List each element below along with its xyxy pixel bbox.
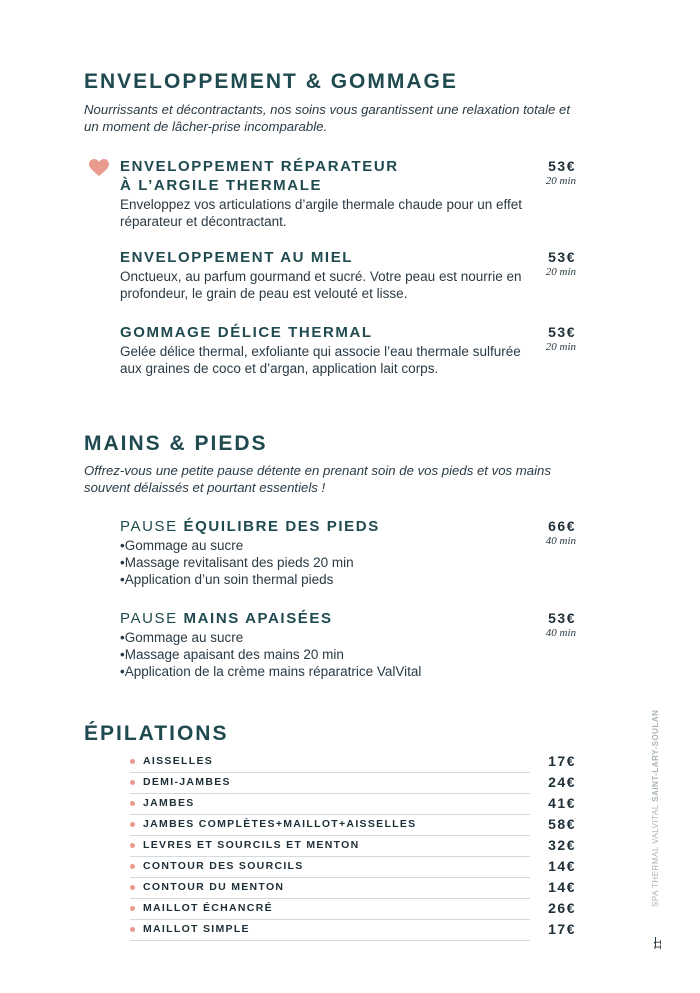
bullet-item: • Massage apaisant des mains 20 min xyxy=(120,646,576,663)
epilation-row xyxy=(130,857,576,878)
page-number: 11 xyxy=(653,939,664,950)
epilation-label: MAILLOT ÉCHANCRÉ xyxy=(143,902,273,914)
service-duration: 40 min xyxy=(545,535,576,547)
bullet-dot-icon xyxy=(130,885,135,890)
bullet-dot-icon xyxy=(130,864,135,869)
epilation-price: 17€ xyxy=(548,921,576,937)
epilation-label: DEMI-JAMBES xyxy=(143,776,231,788)
service-duration: 20 min xyxy=(545,266,576,278)
price-block xyxy=(546,157,576,187)
epilation-price: 14€ xyxy=(548,879,576,895)
bullet-dot-icon xyxy=(130,927,135,932)
section-intro-envelopment: Nourrissants et décontractants, nos soins vous garantissent une relaxation totale et un moment de lâcher-prise incomparable. xyxy=(84,102,571,134)
epilation-price: 14€ xyxy=(548,858,576,874)
epilation-label: CONTOUR DES SOURCILS xyxy=(143,860,304,872)
side-footer-light: SPA THERMAL VALVITAL xyxy=(651,801,660,907)
epilation-label: LEVRES ET SOURCILS ET MENTON xyxy=(143,839,360,851)
bullet-item: • Massage revitalisant des pieds 20 min xyxy=(120,554,576,571)
epilation-row xyxy=(130,836,576,857)
epilation-label: AISSELLES xyxy=(143,755,214,767)
bullet-item: • Gommage au sucre xyxy=(120,629,576,646)
service-item xyxy=(120,517,576,588)
epilation-price: 17€ xyxy=(548,753,576,769)
service-title xyxy=(120,157,520,195)
epilation-price: 24€ xyxy=(548,774,576,790)
bullet-dot-icon xyxy=(130,906,135,911)
service-price: 66€ xyxy=(548,518,576,534)
bullet-item: • Application de la crème mains réparatrice ValVital xyxy=(120,663,576,680)
service-title-main: ÉQUILIBRE DES PIEDS xyxy=(183,518,380,535)
service-duration: 20 min xyxy=(545,341,576,353)
service-title: GOMMAGE DÉLICE THERMAL xyxy=(120,324,373,341)
service-description: Gelée délice thermal, exfoliante qui associe l’eau thermale sulfurée aux graines de coco et d’argan, application lait corps. xyxy=(120,344,521,376)
service-description: Enveloppez vos articulations d’argile thermale chaude pour un effet réparateur et décontractant. xyxy=(120,197,523,229)
bullet-item: • Gommage au sucre xyxy=(120,537,576,554)
service-title-line2: À L’ARGILE THERMALE xyxy=(120,177,323,194)
service-title-prefix: PAUSE xyxy=(120,610,178,627)
price-block xyxy=(546,248,576,278)
epilation-row xyxy=(130,773,576,794)
epilation-row xyxy=(130,899,576,920)
service-title xyxy=(120,517,520,536)
section-title-mains-pieds: MAINS & PIEDS xyxy=(84,432,268,455)
epilation-label: JAMBES xyxy=(143,797,195,809)
heart-icon xyxy=(89,159,109,177)
side-footer-bold: SAINT-LARY-SOULAN xyxy=(651,709,660,802)
epilation-price: 26€ xyxy=(548,900,576,916)
service-title-prefix: PAUSE xyxy=(120,518,178,535)
service-price: 53€ xyxy=(548,249,576,265)
bullet-dot-icon xyxy=(130,801,135,806)
service-title-main: MAINS APAISÉES xyxy=(183,610,333,627)
price-block xyxy=(546,323,576,353)
epilation-price: 58€ xyxy=(548,816,576,832)
section-intro-mains-pieds: Offrez-vous une petite pause détente en prenant soin de vos pieds et vos mains souvent délaissés et pourtant essentiels ! xyxy=(84,463,551,495)
side-footer-text xyxy=(651,709,660,907)
price-block xyxy=(546,609,576,639)
service-item xyxy=(120,323,576,377)
service-bullets xyxy=(120,629,576,680)
service-item xyxy=(120,609,576,680)
service-description: Onctueux, au parfum gourmand et sucré. Votre peau est nourrie en profondeur, le grain de peau est velouté et lisse. xyxy=(120,269,522,301)
epilation-label: JAMBES COMPLÈTES+MAILLOT+AISSELLES xyxy=(143,818,417,830)
service-duration: 40 min xyxy=(545,627,576,639)
service-duration: 20 min xyxy=(545,175,576,187)
bullet-dot-icon xyxy=(130,822,135,827)
service-title xyxy=(120,609,520,628)
service-item xyxy=(120,157,576,230)
epilation-row xyxy=(130,815,576,836)
section-title-envelopment: ENVELOPPEMENT & GOMMAGE xyxy=(84,70,458,93)
epilation-label: CONTOUR DU MENTON xyxy=(143,881,285,893)
epilation-row xyxy=(130,920,576,941)
bullet-item: • Application d’un soin thermal pieds xyxy=(120,571,576,588)
service-title-line1: ENVELOPPEMENT RÉPARATEUR xyxy=(120,158,399,175)
epilation-row xyxy=(130,794,576,815)
service-price: 53€ xyxy=(548,158,576,174)
bullet-dot-icon xyxy=(130,780,135,785)
service-price: 53€ xyxy=(548,324,576,340)
price-block xyxy=(546,517,576,547)
epilation-price: 32€ xyxy=(548,837,576,853)
epilation-label: MAILLOT SIMPLE xyxy=(143,923,250,935)
section-title-epilations: ÉPILATIONS xyxy=(84,722,229,745)
epilation-list xyxy=(130,752,576,941)
service-item xyxy=(120,248,576,302)
service-bullets xyxy=(120,537,576,588)
service-title: ENVELOPPEMENT AU MIEL xyxy=(120,249,354,266)
service-price: 53€ xyxy=(548,610,576,626)
bullet-dot-icon xyxy=(130,759,135,764)
bullet-dot-icon xyxy=(130,843,135,848)
epilation-row xyxy=(130,752,576,773)
epilation-price: 41€ xyxy=(548,795,576,811)
epilation-row xyxy=(130,878,576,899)
